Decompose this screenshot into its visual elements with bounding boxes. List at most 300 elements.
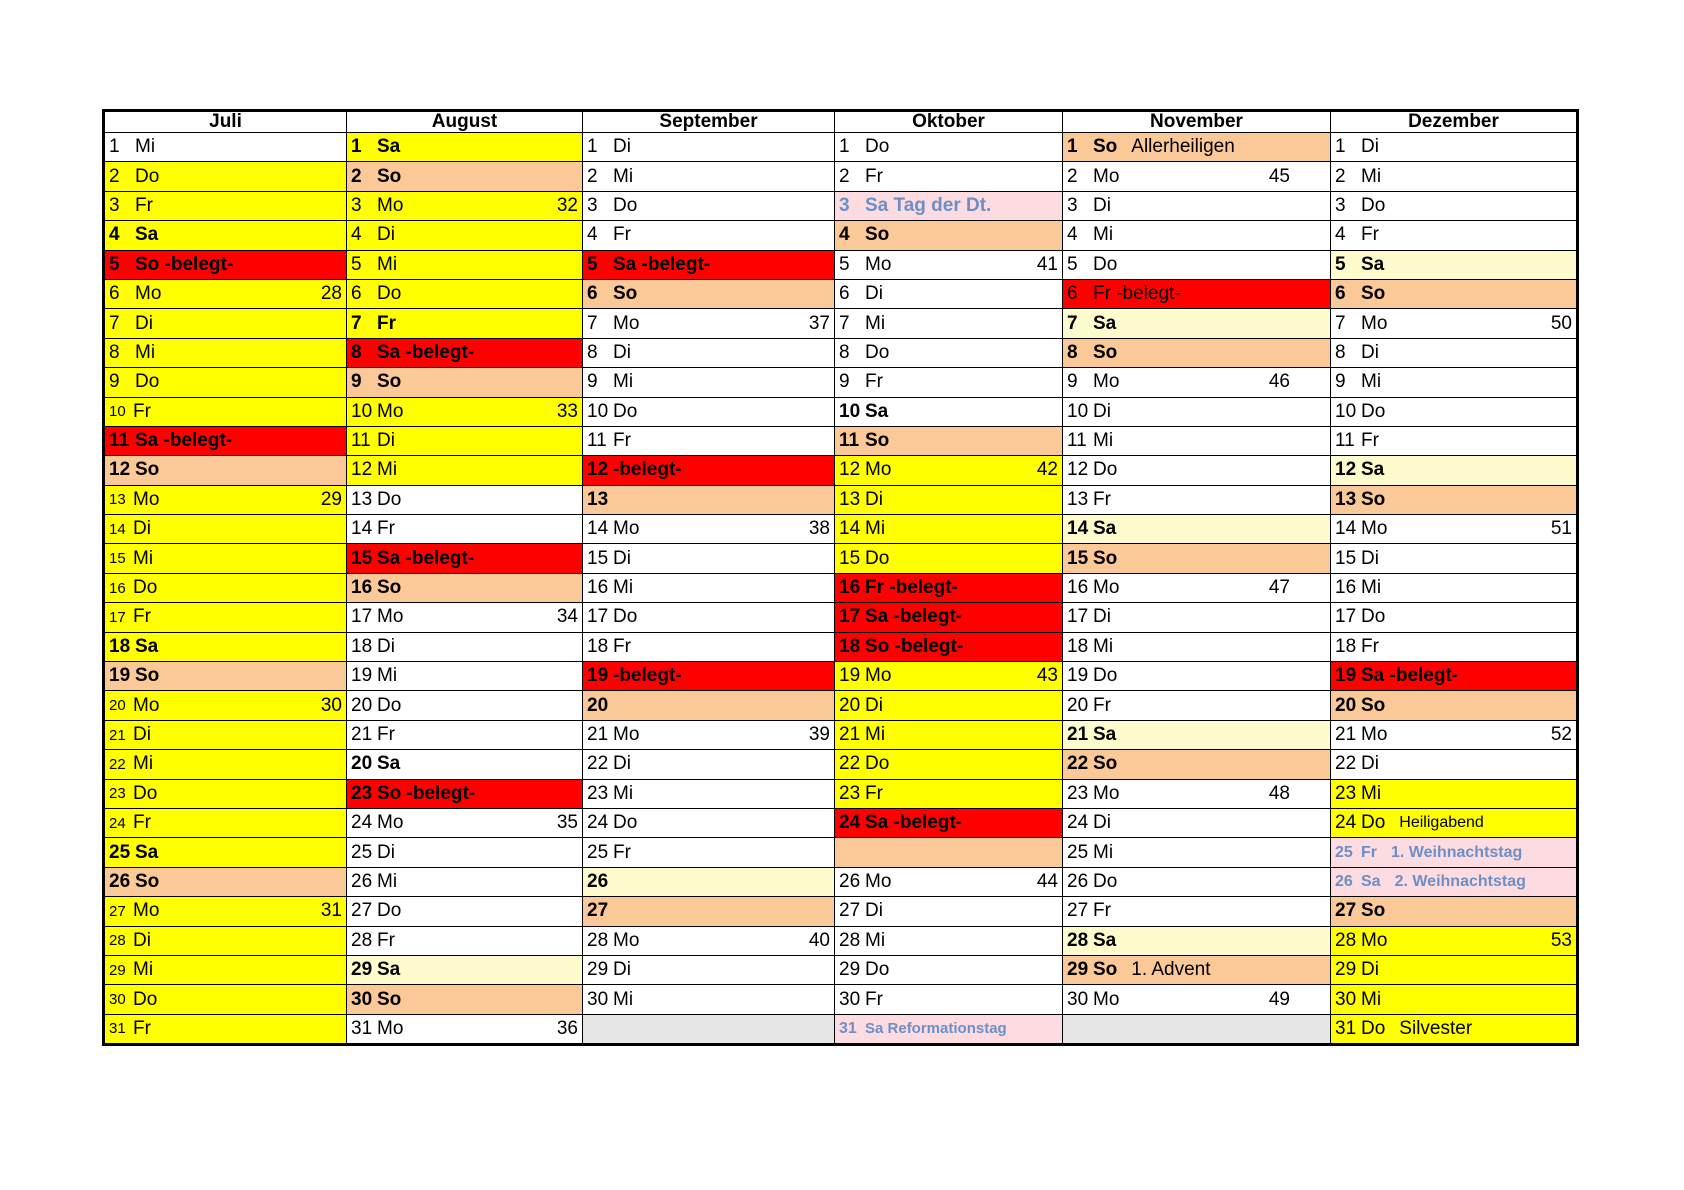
day-cell-dezember[interactable] (1331, 426, 1577, 455)
day-row (105, 838, 1577, 867)
day-cell-juli[interactable] (105, 485, 347, 514)
day-cell-content (1331, 691, 1576, 719)
weekday-label: Di (1361, 547, 1379, 569)
weekday-label: Di (1361, 959, 1379, 981)
day-row (105, 544, 1577, 573)
day-row (105, 867, 1577, 896)
day-number: 22 (587, 753, 609, 775)
day-cell-august[interactable] (347, 338, 583, 367)
day-cell-september[interactable] (583, 808, 835, 837)
day-cell-august[interactable] (347, 1014, 583, 1043)
day-cell-oktober[interactable] (835, 897, 1063, 926)
day-number: 8 (587, 341, 598, 363)
weekday-label: So -belegt- (135, 253, 234, 275)
day-cell-august[interactable] (347, 603, 583, 632)
day-cell-juli[interactable] (105, 426, 347, 455)
day-cell-oktober[interactable] (835, 279, 1063, 308)
day-cell-november[interactable] (1063, 897, 1331, 926)
day-cell-dezember[interactable] (1331, 867, 1577, 896)
day-cell-november[interactable] (1063, 338, 1331, 367)
day-cell-november[interactable] (1063, 779, 1331, 808)
day-number: 10 (109, 403, 126, 421)
day-cell-august[interactable] (347, 133, 583, 162)
day-cell-september[interactable] (583, 397, 835, 426)
day-number: 10 (351, 400, 373, 422)
day-cell-oktober[interactable] (835, 456, 1063, 485)
day-cell-juli[interactable] (105, 338, 347, 367)
day-cell-november[interactable] (1063, 279, 1331, 308)
day-cell-content (1063, 691, 1330, 719)
day-cell-juli[interactable] (105, 897, 347, 926)
day-row (105, 279, 1577, 308)
day-cell-november[interactable] (1063, 162, 1331, 191)
day-cell-dezember[interactable] (1331, 485, 1577, 514)
weekday-label: Do (865, 341, 890, 363)
day-cell-oktober[interactable] (835, 926, 1063, 955)
day-row (105, 191, 1577, 220)
day-cell-dezember[interactable] (1331, 573, 1577, 602)
day-number: 25 (351, 841, 373, 863)
day-cell-oktober[interactable] (835, 1014, 1063, 1043)
weekday-label: Mo (1093, 577, 1120, 599)
day-cell-september[interactable] (583, 691, 835, 720)
day-number: 2 (839, 165, 850, 187)
day-cell-dezember[interactable] (1331, 926, 1577, 955)
day-cell-juli[interactable] (105, 1014, 347, 1043)
day-cell-content (583, 339, 834, 367)
day-cell-juli[interactable] (105, 250, 347, 279)
day-cell-content (1331, 809, 1576, 837)
day-cell-november[interactable] (1063, 662, 1331, 691)
day-cell-november[interactable] (1063, 720, 1331, 749)
day-cell-content (1331, 544, 1576, 572)
weekday-label: Mi (377, 870, 398, 892)
day-cell-september[interactable] (583, 779, 835, 808)
day-number: 11 (587, 430, 607, 452)
day-cell-dezember[interactable] (1331, 368, 1577, 397)
weekday-label: Mo (865, 870, 892, 892)
day-number: 26 (109, 870, 131, 892)
holiday-note: 2. Weihnachtstag (1394, 872, 1526, 890)
day-cell-oktober[interactable] (835, 779, 1063, 808)
day-cell-dezember[interactable] (1331, 691, 1577, 720)
day-cell-dezember[interactable] (1331, 750, 1577, 779)
day-cell-content (835, 603, 1062, 631)
day-cell-september[interactable] (583, 279, 835, 308)
day-row (105, 426, 1577, 455)
day-cell-oktober[interactable] (835, 133, 1063, 162)
weekday-label: Mo (1361, 724, 1388, 745)
day-cell-dezember[interactable] (1331, 662, 1577, 691)
day-cell-juli[interactable] (105, 515, 347, 544)
day-cell-november[interactable] (1063, 632, 1331, 661)
week-number: 51 (1550, 518, 1572, 540)
day-cell-content (835, 544, 1062, 572)
day-cell-oktober[interactable] (835, 838, 1063, 867)
day-cell-august[interactable] (347, 779, 583, 808)
day-cell-oktober[interactable] (835, 250, 1063, 279)
weekday-label: Di (135, 312, 153, 334)
day-cell-september[interactable] (583, 955, 835, 984)
weekday-label: Fr (865, 371, 883, 393)
day-cell-november[interactable] (1063, 838, 1331, 867)
day-cell-juli[interactable] (105, 955, 347, 984)
day-number: 31 (351, 1017, 373, 1039)
day-cell-august[interactable] (347, 750, 583, 779)
day-cell-november[interactable] (1063, 309, 1331, 338)
day-cell-dezember[interactable] (1331, 515, 1577, 544)
day-number: 14 (839, 518, 861, 540)
day-cell-juli[interactable] (105, 456, 347, 485)
weekday-label: Mi (133, 753, 154, 775)
day-cell-juli[interactable] (105, 397, 347, 426)
day-cell-content (1063, 133, 1330, 161)
day-cell-juli[interactable] (105, 926, 347, 955)
day-cell-august[interactable] (347, 426, 583, 455)
day-number: 30 (1335, 988, 1357, 1010)
day-cell-november[interactable] (1063, 515, 1331, 544)
day-cell-content (583, 721, 834, 749)
day-cell-dezember[interactable] (1331, 544, 1577, 573)
day-cell-september[interactable] (583, 662, 835, 691)
day-cell-dezember[interactable] (1331, 338, 1577, 367)
day-cell-content (835, 721, 1062, 749)
weekday-label: Mo (1093, 165, 1120, 187)
day-cell-content (835, 515, 1062, 543)
day-cell-juli[interactable] (105, 279, 347, 308)
day-cell-oktober[interactable] (835, 426, 1063, 455)
day-number: 3 (587, 194, 598, 216)
day-cell-content (583, 456, 834, 484)
day-cell-november[interactable] (1063, 808, 1331, 837)
day-cell-september[interactable] (583, 426, 835, 455)
day-cell-content (583, 133, 834, 161)
day-cell-september[interactable] (583, 309, 835, 338)
day-cell-dezember[interactable] (1331, 1014, 1577, 1043)
weekday-label: Sa -belegt- (1361, 665, 1459, 687)
day-cell-oktober[interactable] (835, 691, 1063, 720)
weekday-label: Sa (135, 224, 159, 246)
day-number: 9 (839, 371, 850, 393)
day-cell-november[interactable] (1063, 485, 1331, 514)
day-cell-content (105, 544, 346, 572)
day-cell-dezember[interactable] (1331, 397, 1577, 426)
day-cell-november[interactable] (1063, 133, 1331, 162)
weekday-label: Mi (133, 547, 154, 569)
day-cell-september[interactable] (583, 191, 835, 220)
day-cell-november[interactable] (1063, 544, 1331, 573)
day-cell-november[interactable] (1063, 955, 1331, 984)
day-cell-august[interactable] (347, 515, 583, 544)
day-cell-oktober[interactable] (835, 544, 1063, 573)
day-cell-dezember[interactable] (1331, 897, 1577, 926)
day-number: 25 (1067, 841, 1089, 863)
day-cell-content (1331, 603, 1576, 631)
day-cell-november[interactable] (1063, 191, 1331, 220)
day-cell-oktober[interactable] (835, 632, 1063, 661)
day-number: 20 (351, 753, 373, 775)
day-cell-september[interactable] (583, 985, 835, 1014)
weekday-label: So (1361, 694, 1386, 716)
day-cell-juli[interactable] (105, 544, 347, 573)
day-cell-oktober[interactable] (835, 955, 1063, 984)
day-row (105, 808, 1577, 837)
day-cell-august[interactable] (347, 456, 583, 485)
day-cell-content (105, 897, 346, 925)
day-cell-oktober[interactable] (835, 720, 1063, 749)
day-cell-september[interactable] (583, 544, 835, 573)
day-cell-juli[interactable] (105, 750, 347, 779)
day-cell-content (1063, 721, 1330, 749)
day-row (105, 632, 1577, 661)
day-cell-content (1331, 251, 1576, 279)
day-cell-dezember[interactable] (1331, 779, 1577, 808)
day-cell-content (1331, 868, 1576, 896)
day-cell-oktober[interactable] (835, 162, 1063, 191)
day-cell-august[interactable] (347, 397, 583, 426)
day-cell-november[interactable] (1063, 456, 1331, 485)
day-cell-august[interactable] (347, 867, 583, 896)
day-cell-content (105, 750, 346, 778)
day-cell-dezember[interactable] (1331, 603, 1577, 632)
day-number: 13 (109, 491, 126, 509)
day-cell-august[interactable] (347, 191, 583, 220)
day-cell-august[interactable] (347, 162, 583, 191)
day-cell-november[interactable] (1063, 867, 1331, 896)
month-header-juli: Juli (105, 112, 347, 133)
day-number: 17 (1335, 606, 1357, 628)
day-cell-august[interactable] (347, 544, 583, 573)
day-cell-september[interactable] (583, 897, 835, 926)
day-cell-august[interactable] (347, 573, 583, 602)
day-cell-september[interactable] (583, 338, 835, 367)
day-cell-juli[interactable] (105, 309, 347, 338)
day-cell-august[interactable] (347, 838, 583, 867)
day-cell-september[interactable] (583, 838, 835, 867)
day-cell-dezember[interactable] (1331, 838, 1577, 867)
day-cell-juli[interactable] (105, 985, 347, 1014)
day-number: 2 (109, 165, 120, 187)
day-cell-november[interactable] (1063, 926, 1331, 955)
month-header-row (105, 112, 1577, 133)
day-cell-juli[interactable] (105, 368, 347, 397)
day-cell-september[interactable] (583, 456, 835, 485)
day-cell-september[interactable] (583, 926, 835, 955)
day-cell-dezember[interactable] (1331, 985, 1577, 1014)
day-cell-august[interactable] (347, 485, 583, 514)
day-number: 23 (351, 782, 373, 804)
day-cell-oktober[interactable] (835, 750, 1063, 779)
day-number: 12 (351, 459, 373, 481)
day-cell-content (105, 398, 346, 426)
day-number: 2 (351, 165, 362, 187)
day-cell-august[interactable] (347, 250, 583, 279)
day-cell-juli[interactable] (105, 603, 347, 632)
weekday-label: Fr (1093, 694, 1111, 716)
day-cell-dezember[interactable] (1331, 221, 1577, 250)
day-number: 20 (351, 694, 373, 716)
weekday-label: Di (1093, 812, 1111, 834)
weekday-label: Fr (377, 312, 396, 334)
day-cell-november[interactable] (1063, 426, 1331, 455)
day-number: 3 (1335, 194, 1346, 216)
day-cell-juli[interactable] (105, 720, 347, 749)
week-number: 31 (320, 900, 342, 922)
day-cell-dezember[interactable] (1331, 191, 1577, 220)
day-cell-oktober[interactable] (835, 191, 1063, 220)
day-cell-oktober[interactable] (835, 485, 1063, 514)
day-cell-juli[interactable] (105, 573, 347, 602)
day-cell-dezember[interactable] (1331, 808, 1577, 837)
day-cell-november[interactable] (1063, 221, 1331, 250)
day-cell-juli[interactable] (105, 133, 347, 162)
weekday-label: Do (1093, 253, 1118, 275)
day-cell-september[interactable] (583, 573, 835, 602)
day-cell-august[interactable] (347, 632, 583, 661)
day-cell-oktober[interactable] (835, 515, 1063, 544)
day-cell-september[interactable] (583, 632, 835, 661)
day-cell-juli[interactable] (105, 808, 347, 837)
day-cell-august[interactable] (347, 279, 583, 308)
day-cell-content (1331, 574, 1576, 602)
weekday-label: So (377, 165, 402, 187)
day-cell-juli[interactable] (105, 162, 347, 191)
day-cell-november[interactable] (1063, 750, 1331, 779)
weekday-label: Fr (865, 988, 883, 1010)
day-number: 28 (1335, 929, 1357, 951)
day-cell-oktober[interactable] (835, 662, 1063, 691)
day-cell-dezember[interactable] (1331, 133, 1577, 162)
day-cell-oktober[interactable] (835, 573, 1063, 602)
day-cell-august[interactable] (347, 808, 583, 837)
weekday-label: Mi (1093, 430, 1114, 452)
day-number: 15 (839, 547, 861, 569)
day-cell-juli[interactable] (105, 691, 347, 720)
day-number: 23 (109, 785, 126, 803)
day-cell-juli[interactable] (105, 867, 347, 896)
weekday-label: Fr (133, 400, 151, 422)
day-cell-dezember[interactable] (1331, 955, 1577, 984)
day-cell-oktober[interactable] (835, 985, 1063, 1014)
day-cell-oktober[interactable] (835, 309, 1063, 338)
day-cell-content (583, 750, 834, 778)
day-number: 26 (1067, 870, 1089, 892)
day-number: 3 (839, 194, 850, 216)
day-cell-november[interactable] (1063, 691, 1331, 720)
day-cell-oktober[interactable] (835, 397, 1063, 426)
day-cell-september[interactable] (583, 133, 835, 162)
day-cell-august[interactable] (347, 309, 583, 338)
day-cell-september[interactable] (583, 221, 835, 250)
day-cell-august[interactable] (347, 691, 583, 720)
day-cell-dezember[interactable] (1331, 279, 1577, 308)
weekday-label: Mi (133, 959, 154, 981)
day-cell-november[interactable] (1063, 603, 1331, 632)
day-cell-september[interactable] (583, 368, 835, 397)
day-cell-content (583, 868, 834, 896)
day-cell-september[interactable] (583, 485, 835, 514)
day-number: 16 (1067, 577, 1089, 599)
weekday-label: Di (613, 547, 631, 569)
day-cell-content (1331, 662, 1576, 690)
day-cell-november[interactable] (1063, 397, 1331, 426)
weekday-label: Mi (377, 665, 398, 687)
day-cell-juli[interactable] (105, 838, 347, 867)
day-cell-september[interactable] (583, 515, 835, 544)
day-cell-oktober[interactable] (835, 338, 1063, 367)
weekday-label: Do (133, 988, 158, 1010)
day-cell-august[interactable] (347, 897, 583, 926)
weekday-label: Do (1361, 1017, 1386, 1039)
day-cell-september[interactable] (583, 750, 835, 779)
day-cell-september[interactable] (583, 867, 835, 896)
day-cell-juli[interactable] (105, 221, 347, 250)
day-cell-august[interactable] (347, 662, 583, 691)
day-cell-oktober[interactable] (835, 808, 1063, 837)
day-cell-content (583, 251, 834, 279)
day-cell-august[interactable] (347, 926, 583, 955)
day-cell-dezember[interactable] (1331, 456, 1577, 485)
day-cell-juli[interactable] (105, 779, 347, 808)
weekday-label: Mo (1093, 782, 1120, 804)
weekday-label: Mo (133, 694, 160, 716)
day-cell-november[interactable] (1063, 985, 1331, 1014)
day-cell-september[interactable] (583, 250, 835, 279)
weekday-label: Di (1093, 400, 1111, 422)
day-cell-september[interactable] (583, 1014, 835, 1043)
day-cell-dezember[interactable] (1331, 720, 1577, 749)
day-cell-november[interactable] (1063, 1014, 1331, 1043)
day-cell-dezember[interactable] (1331, 309, 1577, 338)
week-number: 42 (1036, 459, 1058, 481)
day-cell-dezember[interactable] (1331, 250, 1577, 279)
day-cell-august[interactable] (347, 720, 583, 749)
day-cell-november[interactable] (1063, 573, 1331, 602)
week-number: 41 (1036, 253, 1058, 275)
day-cell-august[interactable] (347, 985, 583, 1014)
day-cell-content (1331, 633, 1576, 661)
day-cell-juli[interactable] (105, 191, 347, 220)
day-cell-november[interactable] (1063, 368, 1331, 397)
day-cell-content (1063, 339, 1330, 367)
day-cell-november[interactable] (1063, 250, 1331, 279)
day-cell-oktober[interactable] (835, 221, 1063, 250)
day-number: 28 (109, 932, 126, 950)
day-cell-content (347, 162, 582, 190)
day-cell-august[interactable] (347, 368, 583, 397)
day-number: 14 (109, 520, 126, 538)
day-cell-oktober[interactable] (835, 603, 1063, 632)
day-cell-august[interactable] (347, 955, 583, 984)
day-cell-oktober[interactable] (835, 867, 1063, 896)
day-cell-september[interactable] (583, 720, 835, 749)
week-number: 34 (556, 606, 578, 628)
day-cell-september[interactable] (583, 162, 835, 191)
day-cell-content (1331, 985, 1576, 1013)
weekday-label: Fr (1361, 430, 1379, 452)
day-cell-september[interactable] (583, 603, 835, 632)
day-cell-dezember[interactable] (1331, 162, 1577, 191)
day-cell-dezember[interactable] (1331, 632, 1577, 661)
day-cell-juli[interactable] (105, 662, 347, 691)
day-cell-juli[interactable] (105, 632, 347, 661)
day-number: 26 (1335, 872, 1353, 890)
day-cell-august[interactable] (347, 221, 583, 250)
day-cell-content (347, 809, 582, 837)
day-cell-oktober[interactable] (835, 368, 1063, 397)
day-number: 18 (1067, 635, 1089, 657)
day-cell-content (1331, 368, 1576, 396)
